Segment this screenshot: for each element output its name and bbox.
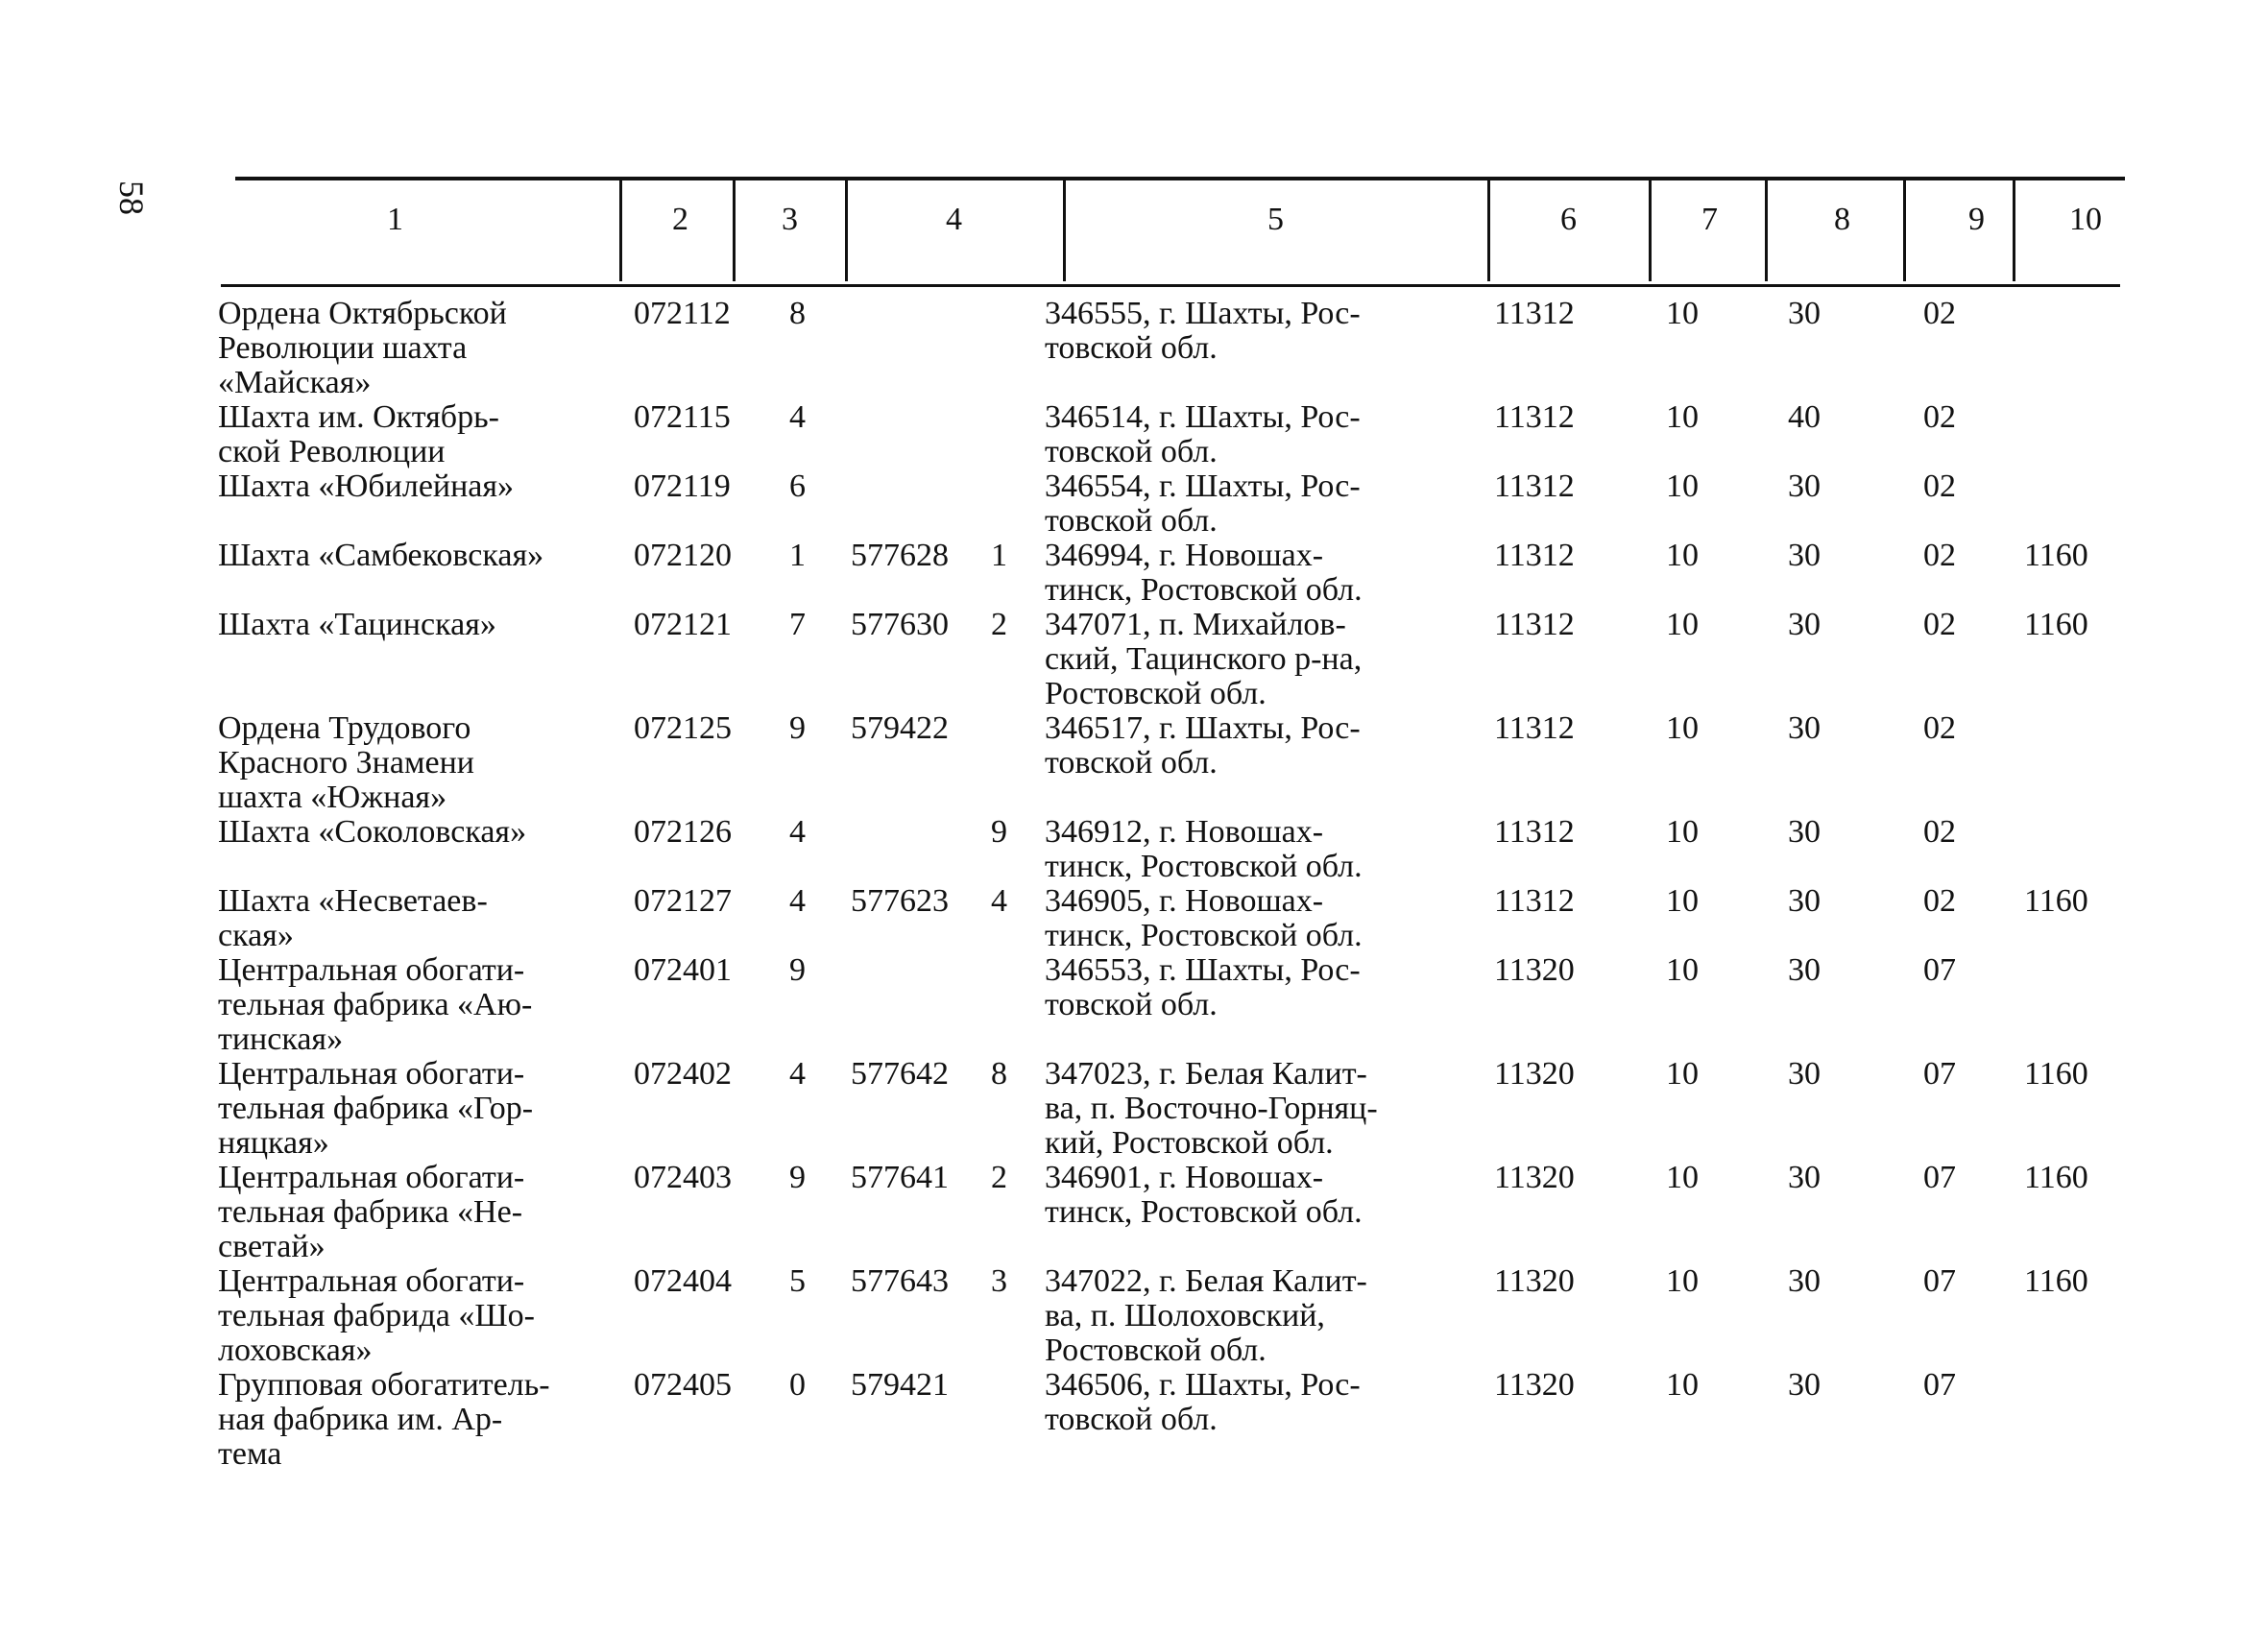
row-code: 072405: [634, 1367, 732, 1403]
column-header: 2: [672, 202, 688, 237]
row-col8: 30: [1788, 710, 1821, 746]
row-reg-code: 577623: [851, 883, 949, 919]
row-col9: 02: [1923, 296, 1956, 331]
row-address: 346517, г. Шахты, Рос- товской обл.: [1045, 710, 1361, 780]
row-col8: 30: [1788, 952, 1821, 988]
row-name: Шахта «Тацинская»: [218, 607, 496, 642]
row-col6: 11320: [1494, 1367, 1575, 1403]
row-reg-digit: 2: [991, 607, 1007, 642]
column-header: 8: [1834, 202, 1850, 237]
row-col6: 11320: [1494, 1160, 1575, 1195]
row-col9: 02: [1923, 399, 1956, 435]
row-col8: 30: [1788, 538, 1821, 573]
row-col7: 10: [1666, 1367, 1699, 1403]
header-separator: [1487, 180, 1490, 281]
row-code: 072127: [634, 883, 732, 919]
row-col7: 10: [1666, 952, 1699, 988]
row-col7: 10: [1666, 1056, 1699, 1092]
row-col7: 10: [1666, 607, 1699, 642]
row-name: Центральная обогати- тельная фабрика «Не- светай»: [218, 1160, 525, 1264]
row-code: 072112: [634, 296, 731, 331]
row-col8: 30: [1788, 296, 1821, 331]
row-col8: 30: [1788, 883, 1821, 919]
header-separator: [1765, 180, 1768, 281]
row-code: 072402: [634, 1056, 732, 1092]
row-col9: 07: [1923, 1056, 1956, 1092]
row-col6: 11312: [1494, 296, 1575, 331]
row-name: Шахта им. Октябрь- ской Революции: [218, 399, 499, 469]
row-col8: 30: [1788, 1056, 1821, 1092]
row-col9: 07: [1923, 1263, 1956, 1299]
row-reg-digit: 9: [991, 814, 1007, 850]
page-number: 58: [112, 180, 151, 215]
row-code: 072120: [634, 538, 732, 573]
row-reg-digit: 3: [991, 1263, 1007, 1299]
row-col7: 10: [1666, 296, 1699, 331]
row-col6: 11312: [1494, 883, 1575, 919]
row-col7: 10: [1666, 1263, 1699, 1299]
row-col7: 10: [1666, 883, 1699, 919]
column-header: 1: [387, 202, 403, 237]
row-col10: 1160: [2024, 607, 2088, 642]
row-col8: 30: [1788, 468, 1821, 504]
row-check-digit: 4: [789, 399, 806, 435]
table-top-rule: [235, 177, 2125, 180]
row-address: 346506, г. Шахты, Рос- товской обл.: [1045, 1367, 1361, 1437]
column-header: 10: [2069, 202, 2102, 237]
row-code: 072115: [634, 399, 731, 435]
row-col7: 10: [1666, 814, 1699, 850]
row-check-digit: 7: [789, 607, 806, 642]
row-name: Групповая обогатитель- ная фабрика им. Ар- тема: [218, 1367, 550, 1472]
row-code: 072401: [634, 952, 732, 988]
column-header: 7: [1701, 202, 1718, 237]
row-reg-code: 579421: [851, 1367, 949, 1403]
row-name: Шахта «Соколовская»: [218, 814, 527, 850]
row-check-digit: 1: [789, 538, 806, 573]
header-separator: [1903, 180, 1906, 281]
column-header: 6: [1560, 202, 1577, 237]
row-col9: 07: [1923, 952, 1956, 988]
row-col7: 10: [1666, 538, 1699, 573]
row-name: Шахта «Несветаев- ская»: [218, 883, 488, 953]
row-col8: 30: [1788, 607, 1821, 642]
row-check-digit: 5: [789, 1263, 806, 1299]
row-reg-code: 577642: [851, 1056, 949, 1092]
row-check-digit: 4: [789, 1056, 806, 1092]
row-check-digit: 0: [789, 1367, 806, 1403]
row-col9: 02: [1923, 883, 1956, 919]
row-reg-digit: 8: [991, 1056, 1007, 1092]
row-address: 346555, г. Шахты, Рос- товской обл.: [1045, 296, 1361, 366]
row-name: Центральная обогати- тельная фабрида «Шо- лоховская»: [218, 1263, 535, 1368]
row-col9: 02: [1923, 538, 1956, 573]
row-name: Центральная обогати- тельная фабрика «Аю- тинская»: [218, 952, 533, 1057]
row-address: 346554, г. Шахты, Рос- товской обл.: [1045, 468, 1361, 539]
row-check-digit: 9: [789, 1160, 806, 1195]
row-reg-digit: 1: [991, 538, 1007, 573]
row-code: 072126: [634, 814, 732, 850]
row-name: Ордена Трудового Красного Знамени шахта «Южная»: [218, 710, 474, 815]
row-col7: 10: [1666, 710, 1699, 746]
row-col10: 1160: [2024, 1056, 2088, 1092]
row-col10: 1160: [2024, 883, 2088, 919]
row-col7: 10: [1666, 399, 1699, 435]
row-col9: 02: [1923, 814, 1956, 850]
row-name: Шахта «Самбековская»: [218, 538, 544, 573]
row-name: Ордена Октябрьской Революции шахта «Майская»: [218, 296, 507, 400]
column-header: 3: [782, 202, 798, 237]
row-reg-code: 577643: [851, 1263, 949, 1299]
row-address: 346905, г. Новошах- тинск, Ростовской обл.: [1045, 883, 1363, 953]
column-header: 9: [1968, 202, 1985, 237]
row-reg-digit: 4: [991, 883, 1007, 919]
row-col10: 1160: [2024, 1160, 2088, 1195]
row-col6: 11312: [1494, 468, 1575, 504]
row-name: Центральная обогати- тельная фабрика «Гор- няцкая»: [218, 1056, 534, 1161]
header-separator: [733, 180, 736, 281]
row-col8: 30: [1788, 814, 1821, 850]
row-col8: 30: [1788, 1160, 1821, 1195]
row-address: 346901, г. Новошах- тинск, Ростовской обл.: [1045, 1160, 1363, 1230]
row-col6: 11320: [1494, 952, 1575, 988]
table-header-rule: [221, 284, 2120, 287]
row-reg-code: 577630: [851, 607, 949, 642]
row-code: 072119: [634, 468, 731, 504]
row-col9: 07: [1923, 1367, 1956, 1403]
row-check-digit: 8: [789, 296, 806, 331]
row-address: 346994, г. Новошах- тинск, Ростовской обл.: [1045, 538, 1363, 608]
row-code: 072403: [634, 1160, 732, 1195]
header-separator: [619, 180, 622, 281]
row-col8: 40: [1788, 399, 1821, 435]
row-col9: 02: [1923, 607, 1956, 642]
row-reg-digit: 2: [991, 1160, 1007, 1195]
row-reg-code: 579422: [851, 710, 949, 746]
row-col7: 10: [1666, 468, 1699, 504]
row-col6: 11312: [1494, 399, 1575, 435]
row-check-digit: 4: [789, 814, 806, 850]
row-code: 072404: [634, 1263, 732, 1299]
row-col10: 1160: [2024, 538, 2088, 573]
row-col9: 02: [1923, 710, 1956, 746]
row-address: 347022, г. Белая Калит- ва, п. Шолоховский, Ростовской обл.: [1045, 1263, 1367, 1368]
row-code: 072121: [634, 607, 732, 642]
header-separator: [2013, 180, 2015, 281]
row-address: 347071, п. Михайлов- ский, Тацинского р-на, Ростовской обл.: [1045, 607, 1363, 711]
column-header: 4: [946, 202, 962, 237]
row-col9: 07: [1923, 1160, 1956, 1195]
header-separator: [1063, 180, 1066, 281]
row-address: 346912, г. Новошах- тинск, Ростовской обл.: [1045, 814, 1363, 884]
row-address: 346514, г. Шахты, Рос- товской обл.: [1045, 399, 1361, 469]
row-col7: 10: [1666, 1160, 1699, 1195]
row-col6: 11320: [1494, 1263, 1575, 1299]
row-col8: 30: [1788, 1263, 1821, 1299]
column-header: 5: [1267, 202, 1284, 237]
row-col6: 11320: [1494, 1056, 1575, 1092]
row-check-digit: 4: [789, 883, 806, 919]
row-address: 347023, г. Белая Калит- ва, п. Восточно-Горняц- кий, Ростовской обл.: [1045, 1056, 1378, 1161]
header-separator: [1649, 180, 1652, 281]
row-col6: 11312: [1494, 607, 1575, 642]
row-address: 346553, г. Шахты, Рос- товской обл.: [1045, 952, 1361, 1022]
row-check-digit: 6: [789, 468, 806, 504]
row-code: 072125: [634, 710, 732, 746]
row-check-digit: 9: [789, 710, 806, 746]
row-col6: 11312: [1494, 814, 1575, 850]
row-col6: 11312: [1494, 538, 1575, 573]
row-col9: 02: [1923, 468, 1956, 504]
row-col6: 11312: [1494, 710, 1575, 746]
row-check-digit: 9: [789, 952, 806, 988]
row-col10: 1160: [2024, 1263, 2088, 1299]
row-reg-code: 577641: [851, 1160, 949, 1195]
row-col8: 30: [1788, 1367, 1821, 1403]
row-reg-code: 577628: [851, 538, 949, 573]
header-separator: [845, 180, 848, 281]
row-name: Шахта «Юбилейная»: [218, 468, 515, 504]
